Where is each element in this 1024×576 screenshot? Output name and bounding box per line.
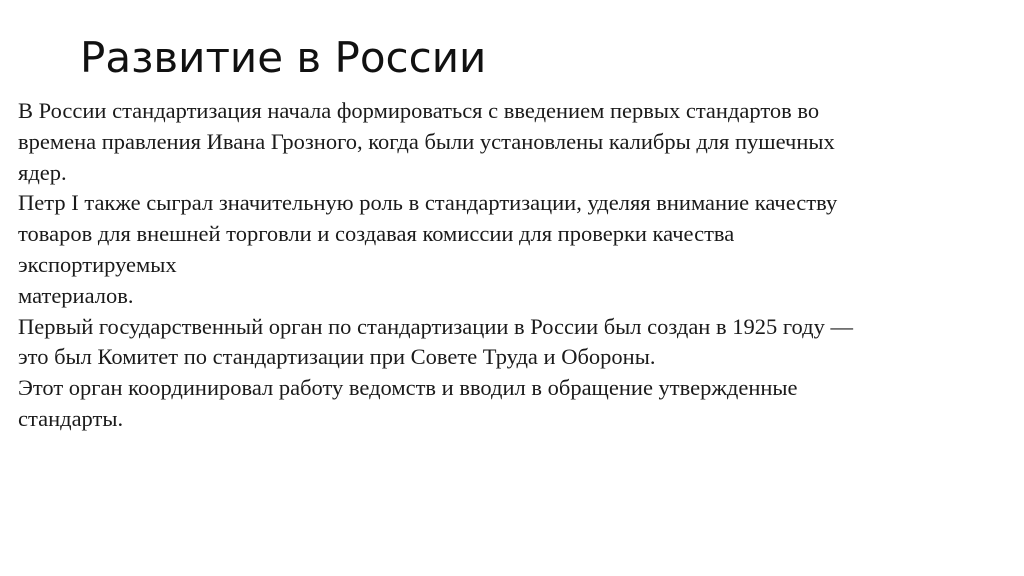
body-line: Первый государственный орган по стандартизации в России был создан в 1925 году — xyxy=(18,313,853,339)
slide-title: Развитие в России xyxy=(80,33,487,82)
body-line: товаров для внешней торговли и создавая комиссии для проверки качества xyxy=(18,221,735,247)
body-line: экспортируемых xyxy=(18,251,177,277)
body-line: ядер. xyxy=(18,159,67,185)
body-line: времена правления Ивана Грозного, когда были установлены калибры для пушечных xyxy=(18,128,835,154)
body-line: материалов. xyxy=(18,282,134,308)
body-line: стандарты. xyxy=(18,405,124,431)
body-line: Петр I также сыграл значительную роль в стандартизации, уделяя внимание качеству xyxy=(18,190,838,216)
body-line: это был Комитет по стандартизации при Совете Труда и Обороны. xyxy=(18,344,656,370)
body-line: В России стандартизация начала формироваться с введением первых стандартов во xyxy=(18,98,820,123)
slide-body-text xyxy=(18,96,1008,435)
body-line: Этот орган координировал работу ведомств и вводил в обращение утвержденные xyxy=(18,375,798,401)
